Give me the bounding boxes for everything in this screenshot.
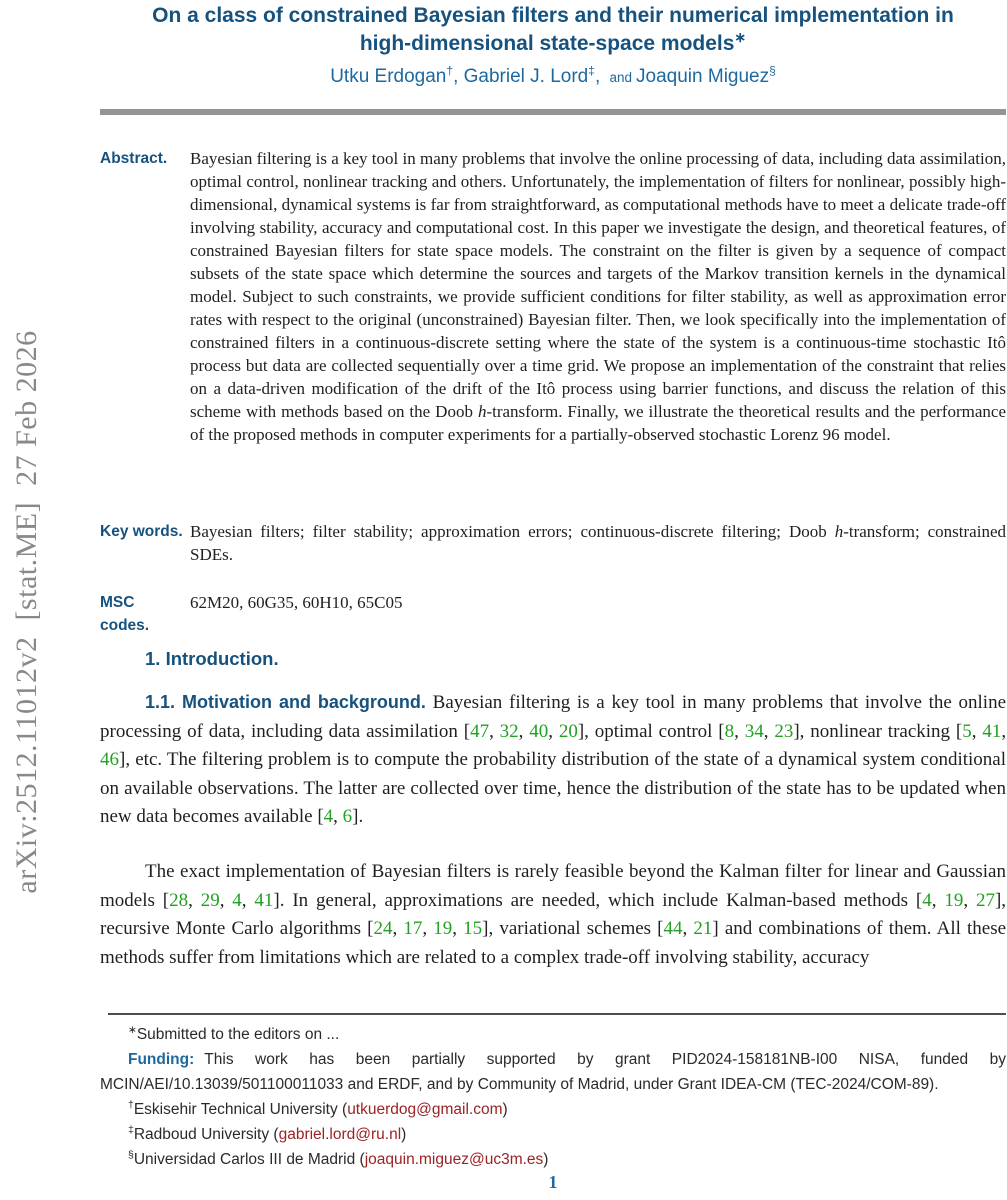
authors-line (100, 63, 1006, 88)
citation-link[interactable]: 15 (463, 918, 483, 939)
citation-link[interactable]: 41 (254, 889, 274, 911)
citation-link[interactable]: 27 (975, 889, 995, 911)
citation-link[interactable]: 8 (724, 720, 735, 742)
page-number: 1 (548, 1172, 558, 1192)
msc-label: MSC codes. (100, 594, 150, 634)
author-1-footnote-mark: † (446, 63, 454, 78)
citation-link[interactable]: 47 (470, 720, 490, 742)
citation-link[interactable]: 46 (100, 749, 119, 770)
title-footnote-mark: ∗ (734, 29, 747, 45)
keywords-label: Key words. (100, 523, 183, 540)
footnote-affiliation-1: †Eskisehir Technical University (utkuerdog@gmail.com) (128, 1098, 508, 1118)
citation-link[interactable]: 24 (373, 918, 393, 939)
funding-label: Funding: (128, 1051, 195, 1068)
title-line-1: On a class of constrained Bayesian filters and their numerical implementation in (152, 4, 954, 27)
authors-and-word: and (609, 70, 633, 85)
author-3-footnote-mark: § (769, 63, 776, 78)
section-sign-mark: § (128, 1148, 134, 1161)
abstract-block (100, 147, 1006, 446)
title-line-2: high-dimensional state-space models∗ (359, 29, 747, 55)
msc-codes-block (100, 591, 1006, 634)
citation-link[interactable]: 4 (232, 889, 242, 911)
citation-link[interactable]: 28 (169, 889, 189, 911)
author-3: Joaquin Miguez§ (636, 63, 776, 87)
citation-link[interactable]: 23 (774, 720, 794, 742)
keywords-block (100, 520, 1006, 566)
subsection-heading-motivation: 1.1. Motivation and background. (145, 692, 426, 712)
citation-link[interactable]: 44 (663, 918, 683, 939)
citation-link[interactable]: 4 (323, 806, 334, 827)
author-2: Gabriel J. Lord‡ (463, 63, 595, 87)
citation-link[interactable]: 32 (499, 720, 519, 742)
footnote-funding (100, 1047, 1006, 1097)
author-2-footnote-mark: ‡ (588, 63, 595, 78)
double-dagger-mark: ‡ (128, 1123, 134, 1136)
msc-text: 62M20, 60G35, 60H10, 65C05 (190, 593, 403, 612)
paragraph-text: The exact implementation of Bayesian filters is rarely feasible beyond the Kalman filter for linear and Gaussian models [28, 29, 4, 41]. In general, approximations are needed, which include Kalman-based methods [4, 19, 27], recursive Monte Carlo algorithms [24, 17, 19, 15], variational schemes [44, 21] and combinations of them. All these methods suffer from limitations which are related to a complex trade-off involving stability, accuracy (100, 861, 1007, 968)
citation-link[interactable]: 19 (433, 918, 453, 939)
dagger-mark: † (128, 1098, 134, 1111)
footnote-rule (108, 1013, 1006, 1015)
citation-link[interactable]: 6 (342, 806, 353, 827)
header-rule (100, 109, 1006, 115)
citation-link[interactable]: 4 (922, 889, 932, 911)
footnote-affiliation-3: §Universidad Carlos III de Madrid (joaquin.miguez@uc3m.es) (128, 1148, 549, 1168)
abstract-text: Bayesian filtering is a key tool in many problems that involve the online processing of data, including data assimilation, optimal control, nonlinear tracking and others. Unfortunately, the implementation of filters for nonlinear, possibly high-dimensional, dynamical systems is far from straightforward, as computational methods have to meet a delicate trade-off involving stability, accuracy and computational cost. In this paper we investigate the design, and theoretical features, of constrained Bayesian filters for state space models. The constraint on the filter is given by a sequence of compact subsets of the state space which determine the sources and targets of the Markov transition kernels in the dynamical model. Subject to such constraints, we provide sufficient conditions for filter stability, as well as approximation error rates with respect to the original (unconstrained) Bayesian filter. Then, we look specifically into the implementation of constrained filters in a continuous-discrete setting where the state of the system is a continuous-time stochastic Itô process but data are collected sequentially over a time grid. We propose an implementation of the constraint that relies on a data-driven modification of the drift of the Itô process using barrier functions, and discuss the relation of this scheme with methods based on the Doob h-transform. Finally, we illustrate the theoretical results and the performance of the proposed methods in computer experiments for a partially-observed stochastic Lorenz 96 model. (190, 149, 1006, 444)
author-separator: , (594, 66, 606, 87)
footnote-asterisk-mark: ∗ (128, 1023, 137, 1036)
paragraph-text: Bayesian filtering is a key tool in many problems that involve the online processing of data, including data assimilation [47, 32, 40, 20], optimal control [8, 34, 23], nonlinear tracking [5, 41, 46], etc. The filtering problem is to compute the probability distribution of the state of a dynamical system conditional on available observations. The latter are collected over time, hence the distribution of the state has to be updated when new data becomes available [4, 6]. (100, 692, 1007, 827)
footnote-area (100, 1013, 1006, 1172)
paragraph-motivation-1 (100, 688, 1006, 832)
footnote-affiliation-2: ‡Radboud University (gabriel.lord@ru.nl) (128, 1123, 407, 1143)
citation-link[interactable]: 5 (962, 720, 972, 742)
citation-link[interactable]: 34 (744, 720, 764, 742)
email-link-miguez[interactable]: joaquin.miguez@uc3m.es (364, 1151, 544, 1168)
abstract-label: Abstract. (100, 150, 168, 167)
keywords-text: Bayesian filters; filter stability; approximation errors; continuous-discrete filtering; Doob h-transform; constrained SDEs. (190, 522, 1006, 564)
author-separator: , (453, 66, 464, 87)
citation-link[interactable]: 19 (944, 889, 964, 911)
citation-link[interactable]: 41 (982, 720, 1002, 742)
footnote-submitted: ∗Submitted to the editors on ... (128, 1023, 340, 1043)
citation-link[interactable]: 29 (200, 889, 220, 911)
citation-link[interactable]: 20 (558, 720, 578, 742)
section-heading-introduction: 1. Introduction. (145, 648, 279, 669)
funding-text: This work has been partially supported by grant PID2024-158181NB-I00 NISA, funded by MCIN/AEI/10.13039/501100011033 and ERDF, and by Community of Madrid, under Grant IDEA-CM (TEC-2024/COM-89). (100, 1051, 1006, 1093)
citation-link[interactable]: 17 (403, 918, 423, 939)
paragraph-motivation-2 (100, 858, 1006, 972)
paper-title (100, 2, 1006, 58)
email-link-erdogan[interactable]: utkuerdog@gmail.com (347, 1101, 503, 1118)
arxiv-stamp: arXiv:2512.11012v2 [stat.ME] 27 Feb 2026 (10, 330, 43, 894)
citation-link[interactable]: 40 (529, 720, 549, 742)
citation-link[interactable]: 21 (693, 918, 713, 939)
email-link-lord[interactable]: gabriel.lord@ru.nl (278, 1126, 402, 1143)
author-1: Utku Erdogan† (330, 63, 454, 87)
